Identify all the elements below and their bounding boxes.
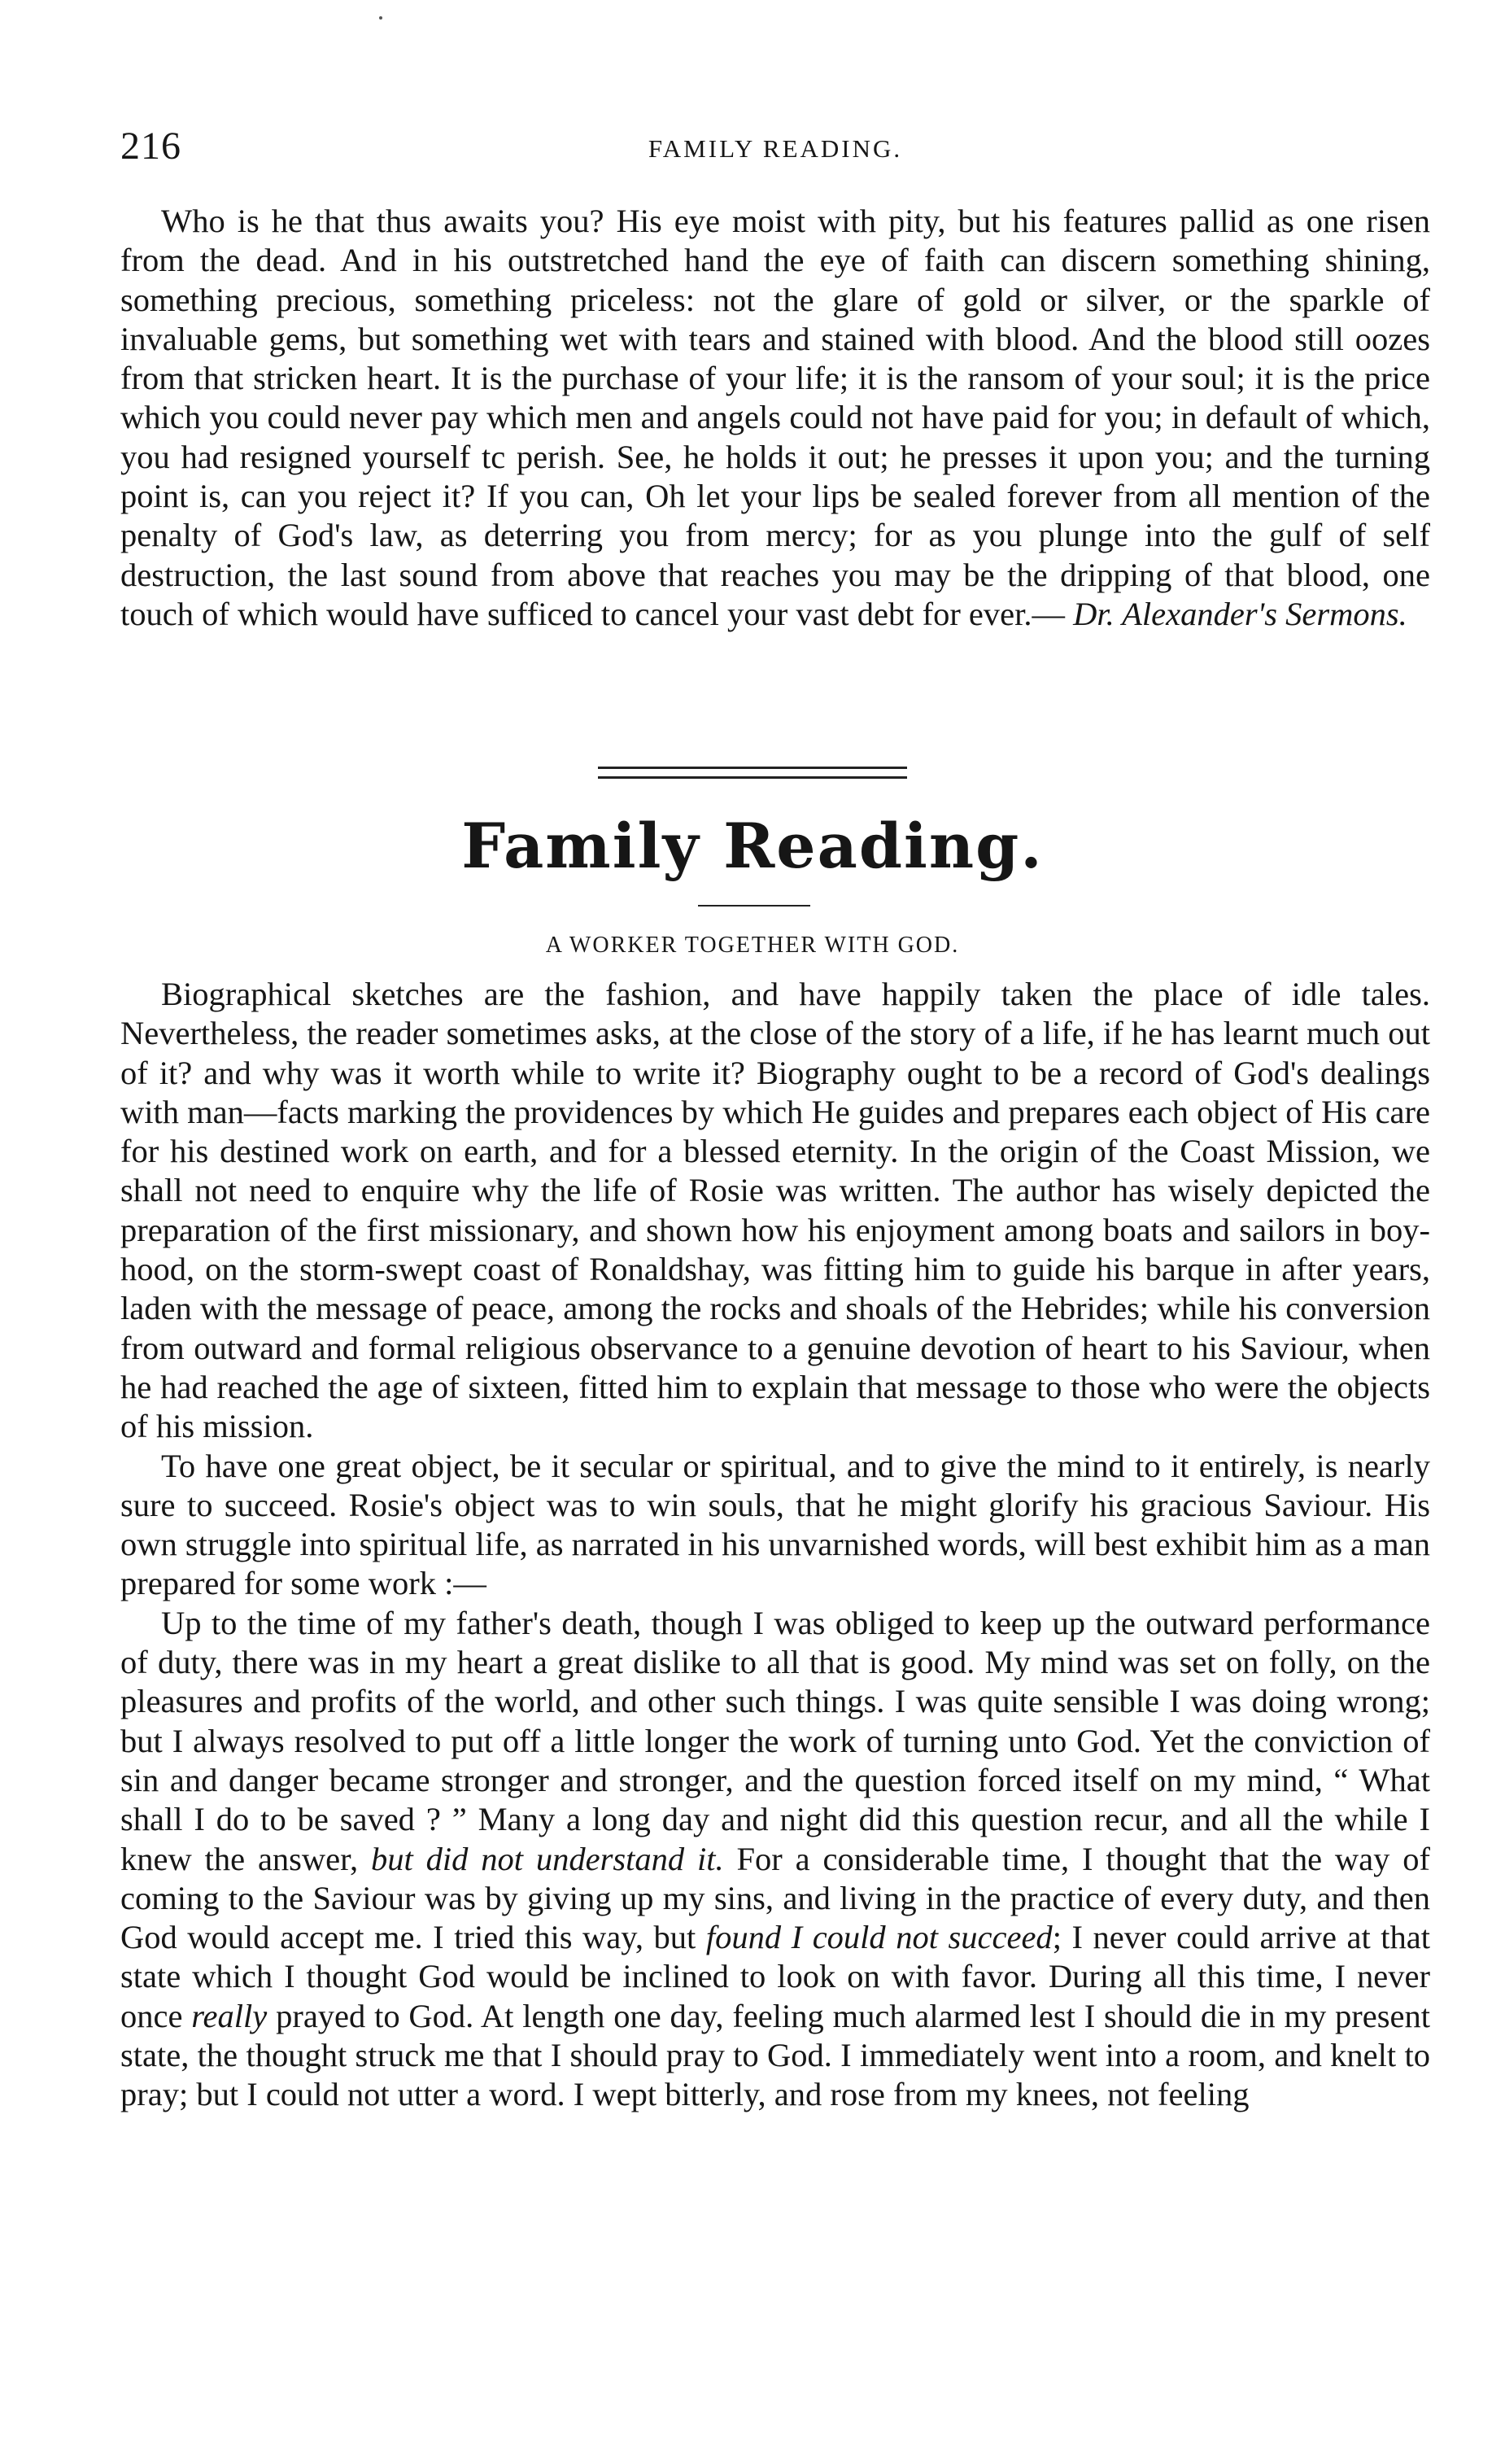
- running-head: FAMILY READING.: [648, 134, 903, 163]
- paragraph-3-text-c: ; I never could arrive at that state which I thought God would be inclined to look on with favor. During all this time, I never once: [120, 1919, 1431, 2034]
- article-paragraph-2: To have one great object, be it secular or spiritual, and to give the mind to it entirely, is nearly sure to succeed. Rosie's object was to win souls, that he might glorify his gracious Saviour. His own struggle into spiritual life, as narrated in his unvarnished words, will best exhibit him as a man prepared for some work :—: [120, 1447, 1430, 1602]
- page-number: 216: [120, 125, 181, 168]
- paragraph-3-italic-a: but did not understand it.: [371, 1840, 724, 1877]
- paragraph-3-italic-b: found I could not succeed: [705, 1919, 1053, 1956]
- article-paragraph-1: Biographical sketches are the fashion, and have happily taken the place of idle tales. Nevertheless, the reader sometimes asks, at the close of the story of a life, if he has learnt much out of it? and why was it worth while to write it? Biography ought to be a record of God's dealings with man—facts marking the providences by which He guides and prepares each object of His care for his destined work on earth, and for a blessed eternity. In the origin of the Coast Mission, we shall not need to enquire why the life of Rosie was written. The author has wisely depicted the preparation of the first missionary, and shown how his enjoyment among boats and sailors in boy-hood, on the storm-swept coast of Ronaldshay, was fitting him to guide his barque in after years, laden with the message of peace, among the rocks and shoals of the Hebrides; while his conversion from outward and formal religious observance to a genuine devotion of heart to his Saviour, when he had reached the age of sixteen, fitted him to explain that message to those who were the objects of his mission.: [120, 976, 1430, 1445]
- paragraph-3-text-a: Up to the time of my father's death, though I was obliged to keep up the outward performance of duty, there was in my heart a great dislike to all that is good. My mind was set on folly, on the pleasures and profits of the world, and other such things. I was quite sensible I was doing wrong; but I always resolved to put off a little longer the work of turning unto God. Yet the conviction of sin and danger became stronger and stronger, and the question forced itself on my mind, “ What shall I do to be saved ? ” Many a long day and night did this question recur, and all the while I knew the answer,: [120, 1604, 1430, 1877]
- continuation-text: Who is he that thus awaits you? His eye moist with pity, but his features pallid as one risen from the dead. And in his outstretched hand the eye of faith can discern something shining, something precious, something priceless: not the glare of gold or silver, or the sparkle of invaluable gems, but something wet with tears and stained with blood. And the blood still oozes from that stricken heart. It is the purchase of your life; it is the ransom of your soul; it is the price which you could never pay which men and angels could not have paid for you; in default of which, you had resigned yourself tc perish. See, he holds it out; he presses it upon you; and the turning point is, can you reject it? If you can, Oh let your lips be sealed forever from all mention of the penalty of God's law, as deterring you from mercy; for as you plunge into the gulf of self destruction, the last sound from above that reaches you may be the dripping of that blood, one touch of which would have sufficed to cancel your vast debt for ever.—: [120, 203, 1430, 632]
- paragraph-3-text-b: For a considerable time, I thought that the way of coming to the Saviour was by giving up my sins, and living in the practice of every duty, and then God would accept me. I tried this way, but: [120, 1840, 1431, 1956]
- section-divider-rule: [598, 767, 907, 779]
- print-speck: [379, 16, 382, 20]
- article-subheading: A WORKER TOGETHER WITH GOD.: [545, 933, 960, 958]
- continuation-paragraph: [120, 202, 1430, 634]
- attribution: Dr. Alexander's Sermons.: [1073, 595, 1407, 632]
- paragraph-3-italic-c: really: [191, 1997, 268, 2034]
- article-paragraph-3: [120, 1604, 1430, 2115]
- paragraph-3-text-d: prayed to God. At length one day, feeling much alarmed lest I should die in my present state, the thought struck me that I should pray to God. I immediately went into a room, and knelt to pray; but I could not utter a word. I wept bitterly, and rose from my knees, not feeling: [120, 1997, 1431, 2113]
- title-underline-rule: [698, 905, 810, 907]
- page-header: [120, 124, 1430, 173]
- sermon-continuation: [120, 202, 1430, 634]
- article-body: [120, 975, 1430, 2115]
- section-title: Family Reading.: [461, 810, 1044, 882]
